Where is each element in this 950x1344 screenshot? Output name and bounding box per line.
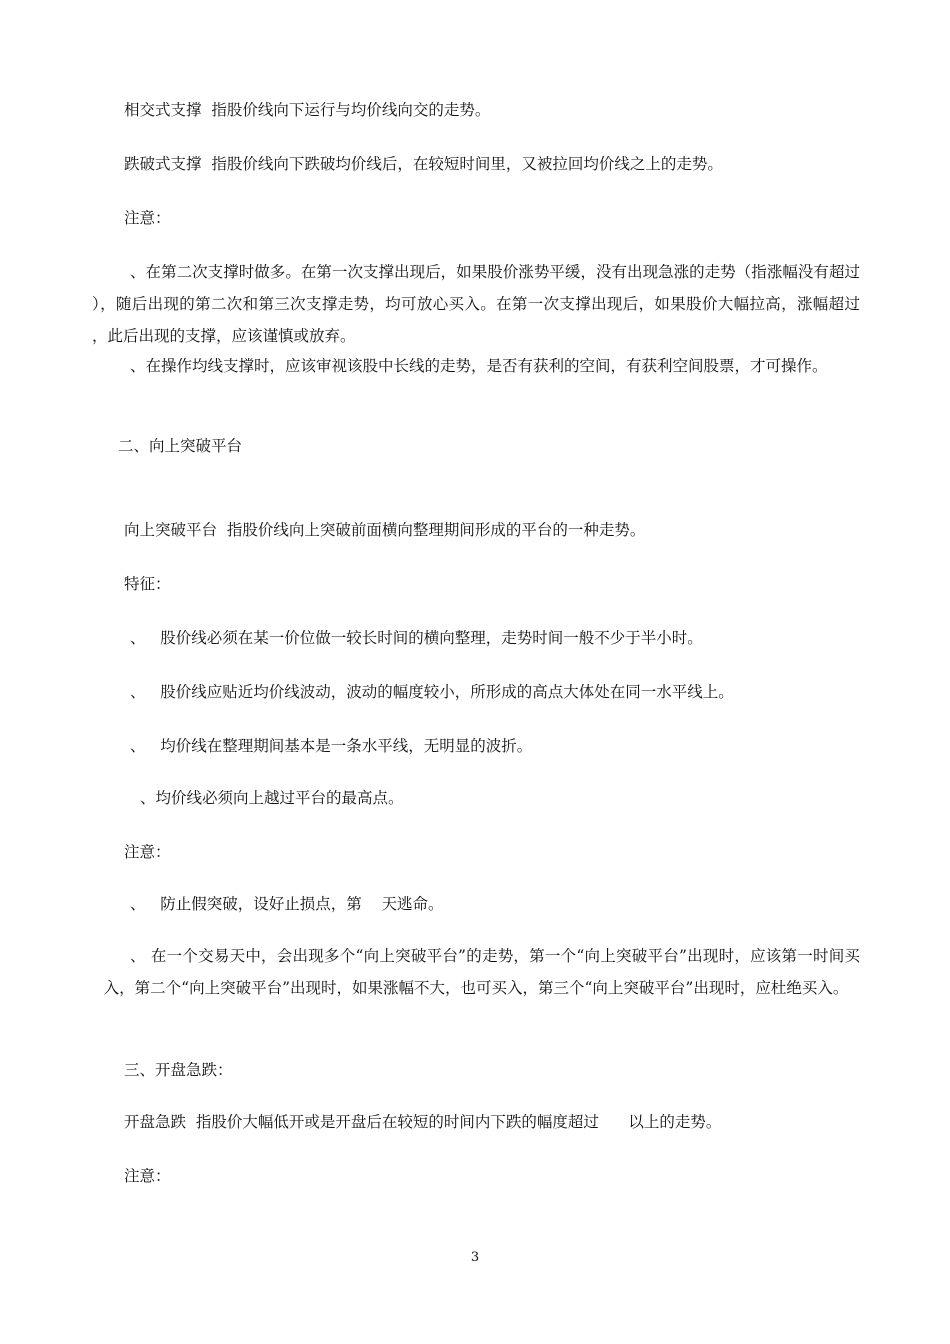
- paragraph-breakdown-support: 跌破式支撑 指股价线向下跌破均价线后，在较短时间里，又被拉回均价线之上的走势。: [124, 155, 723, 173]
- feature-item-2: 、 股价线应贴近均价线波动，波动的幅度较小，所形成的高点大体处在同一水平线上。: [130, 683, 734, 701]
- features-heading: 特征：: [124, 575, 171, 593]
- paragraph-open-drop-definition: 开盘急跌 指股价大幅低开或是开盘后在较短的时间内下跌的幅度超过 以上的走势。: [124, 1113, 722, 1131]
- note-breakout-item-2: 、 在一个交易天中，会出现多个“向上突破平台”的走势，第一个“向上突破平台”出现时，应该第一时间买入，第二个“向上突破平台”出现时，如果涨幅不大，也可买入，第三个“向上突破平台”出现时，应杜绝买入。: [103, 947, 860, 997]
- note-heading-2: 注意：: [124, 843, 171, 861]
- feature-item-3: 、 均价线在整理期间基本是一条水平线，无明显的波折。: [130, 737, 533, 755]
- section-heading-open-drop: 三、开盘急跌：: [124, 1061, 233, 1079]
- note-item-1: 、在第二次支撑时做多。在第一次支撑出现后，如果股价涨势平缓，没有出现急涨的走势（指涨幅没有超过 ），随后出现的第二次和第三次支撑走势，均可放心买入。在第一次支撑出现后，如果股价大幅拉高，涨幅超过 ，此后出现的支撑，应该谨慎或放弃。: [92, 263, 860, 345]
- paragraph-intersecting-support: 相交式支撑 指股价线向下运行与均价线向交的走势。: [124, 101, 491, 119]
- note-item-2: 、在操作均线支撑时，应该审视该股中长线的走势，是否有获利的空间，有获利空间股票，才可操作。: [130, 357, 828, 375]
- note-heading-1: 注意：: [124, 209, 171, 227]
- note-breakout-item-1: 、 防止假突破，设好止损点，第 天逃命。: [130, 895, 444, 913]
- paragraph-breakout-definition: 向上突破平台 指股价线向上突破前面横向整理期间形成的平台的一种走势。: [124, 521, 646, 539]
- note-heading-3: 注意：: [124, 1167, 171, 1185]
- section-heading-breakout-platform: 二、向上突破平台: [118, 437, 243, 455]
- feature-item-4: 、均价线必须向上越过平台的最高点。: [140, 789, 404, 807]
- feature-item-1: 、 股价线必须在某一价位做一较长时间的横向整理，走势时间一般不少于半小时。: [130, 629, 703, 647]
- page-number: 3: [470, 1250, 480, 1265]
